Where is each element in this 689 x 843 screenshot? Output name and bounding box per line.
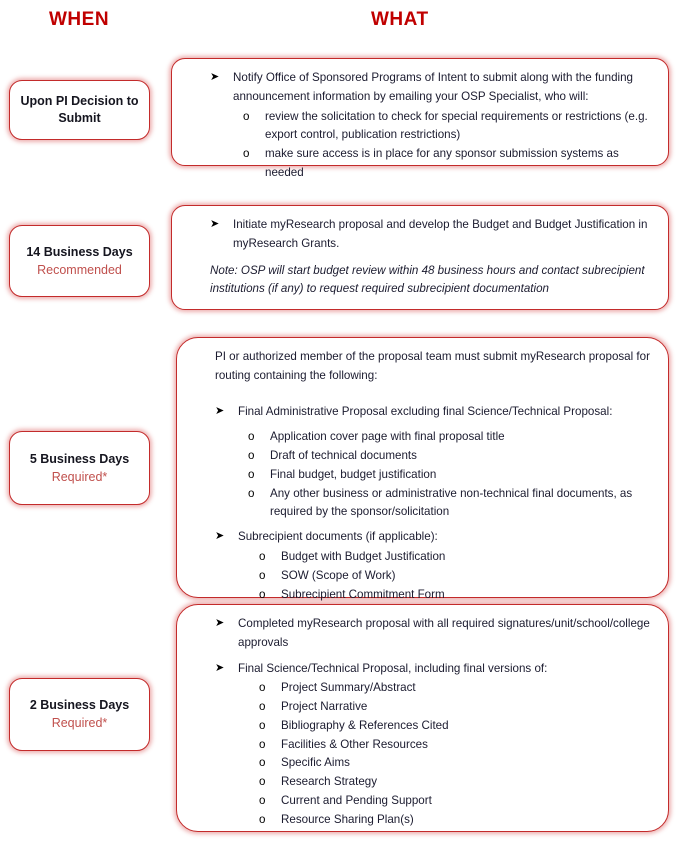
arrow-bullet-icon: ➤ <box>210 218 220 230</box>
circle-bullet-icon: o <box>259 775 266 789</box>
bullet-text: Initiate myResearch proposal and develop the Budget and Budget Justification in myResearch Grants. <box>233 218 648 250</box>
sub-bullet-item <box>193 485 654 523</box>
when-box-3 <box>9 431 150 505</box>
sub-bullet-text: Specific Aims <box>281 756 350 770</box>
sub-bullet-item <box>193 548 654 567</box>
sub-bullet-text: Project Summary/Abstract <box>281 681 416 695</box>
circle-bullet-icon: o <box>259 550 266 564</box>
bullet-item <box>193 528 654 547</box>
what-box-3 <box>176 337 669 601</box>
circle-bullet-icon: o <box>248 486 255 500</box>
bullet-item <box>188 216 654 254</box>
column-header-what: WHAT <box>371 9 429 30</box>
column-header-when: WHEN <box>49 9 110 30</box>
circle-bullet-icon: o <box>259 812 266 826</box>
bullet-text: Subrecipient documents (if applicable): <box>238 530 438 544</box>
bullet-text: Completed myResearch proposal with all required signatures/unit/school/college approvals <box>238 617 650 649</box>
bullet-text: Notify Office of Sponsored Programs of Intent to submit along with the funding announcement information by emailing your OSP Specialist, who will: <box>233 71 633 103</box>
arrow-bullet-icon: ➤ <box>210 71 220 83</box>
sub-bullet-text: Research Strategy <box>281 775 378 789</box>
bullet-item <box>193 660 654 679</box>
intro-paragraph: PI or authorized member of the proposal team must submit myResearch proposal for routing containing the following: <box>215 350 650 382</box>
circle-bullet-icon: o <box>248 449 255 463</box>
what-box-4 <box>176 604 669 832</box>
when-title: 2 Business Days <box>29 698 130 713</box>
circle-bullet-icon: o <box>243 109 250 123</box>
arrow-bullet-icon: ➤ <box>215 404 225 417</box>
sub-bullet-item <box>193 754 654 773</box>
what-box-2 <box>171 205 669 310</box>
when-subtitle: Required* <box>51 469 108 484</box>
sub-bullet-text: Facilities & Other Resources <box>281 737 428 751</box>
bullet-item <box>188 69 654 107</box>
sub-bullet-text: Draft of technical documents <box>270 449 417 463</box>
when-title: Upon PI Decision to Submit <box>20 94 139 125</box>
what-box-1 <box>171 58 669 179</box>
sub-bullet-item <box>193 586 654 605</box>
arrow-bullet-icon: ➤ <box>215 661 225 674</box>
sub-bullet-item <box>188 145 654 183</box>
sub-bullet-text: make sure access is in place for any sponsor submission systems as needed <box>265 147 619 179</box>
when-title: 14 Business Days <box>26 244 133 259</box>
when-subtitle: Required* <box>51 716 108 730</box>
circle-bullet-icon: o <box>259 587 266 601</box>
circle-bullet-icon: o <box>259 700 266 714</box>
sub-bullet-item <box>188 108 654 146</box>
circle-bullet-icon: o <box>243 147 250 161</box>
circle-bullet-icon: o <box>259 718 266 732</box>
sub-bullet-text: Final budget, budget justification <box>270 467 437 481</box>
sub-bullet-text: Budget with Budget Justification <box>281 550 446 564</box>
when-subtitle: Recommended <box>37 262 122 277</box>
bullet-text: Final Science/Technical Proposal, including final versions of: <box>238 661 548 675</box>
circle-bullet-icon: o <box>259 737 266 751</box>
circle-bullet-icon: o <box>259 794 266 808</box>
sub-bullet-text: Current and Pending Support <box>281 794 432 808</box>
circle-bullet-icon: o <box>259 681 266 695</box>
sub-bullet-text: Any other business or administrative non-technical final documents, as required by the sponsor/solicitation <box>270 486 633 519</box>
sub-bullet-text: Subrecipient Commitment Form <box>281 587 445 601</box>
sub-bullet-text: Project Narrative <box>281 700 368 714</box>
sub-bullet-item <box>193 811 654 830</box>
sub-bullet-text: Resource Sharing Plan(s) <box>281 812 414 826</box>
sub-bullet-item <box>193 736 654 755</box>
sub-bullet-item <box>193 567 654 586</box>
spacer <box>193 392 654 403</box>
bullet-text: Final Administrative Proposal excluding final Science/Technical Proposal: <box>238 404 613 418</box>
sub-bullet-text: Application cover page with final proposal title <box>270 430 505 444</box>
arrow-bullet-icon: ➤ <box>215 617 225 629</box>
sub-bullet-item <box>193 447 654 466</box>
sub-bullet-item <box>193 428 654 447</box>
sub-bullet-text: Bibliography & References Cited <box>281 718 449 732</box>
sub-bullet-item <box>193 698 654 717</box>
circle-bullet-icon: o <box>248 467 255 481</box>
bullet-item <box>193 403 654 422</box>
note-paragraph: Note: OSP will start budget review within 48 business hours and contact subrecipient institutions (if any) to request required subrecipient documentation <box>210 263 645 296</box>
sub-bullet-item <box>193 466 654 485</box>
arrow-bullet-icon: ➤ <box>215 530 225 543</box>
when-box-4 <box>9 678 150 751</box>
circle-bullet-icon: o <box>248 430 255 444</box>
sub-bullet-item <box>193 792 654 811</box>
bullet-item <box>193 615 654 653</box>
when-box-1 <box>9 80 150 140</box>
when-box-2 <box>9 225 150 297</box>
sub-bullet-text: review the solicitation to check for special requirements or restrictions (e.g. export control, publication restrictions) <box>265 109 648 142</box>
sub-bullet-item <box>193 773 654 792</box>
circle-bullet-icon: o <box>259 568 266 582</box>
sub-bullet-text: SOW (Scope of Work) <box>281 568 396 582</box>
circle-bullet-icon: o <box>259 756 266 770</box>
when-title: 5 Business Days <box>29 451 130 466</box>
sub-bullet-item <box>193 679 654 698</box>
sub-bullet-item <box>193 717 654 736</box>
